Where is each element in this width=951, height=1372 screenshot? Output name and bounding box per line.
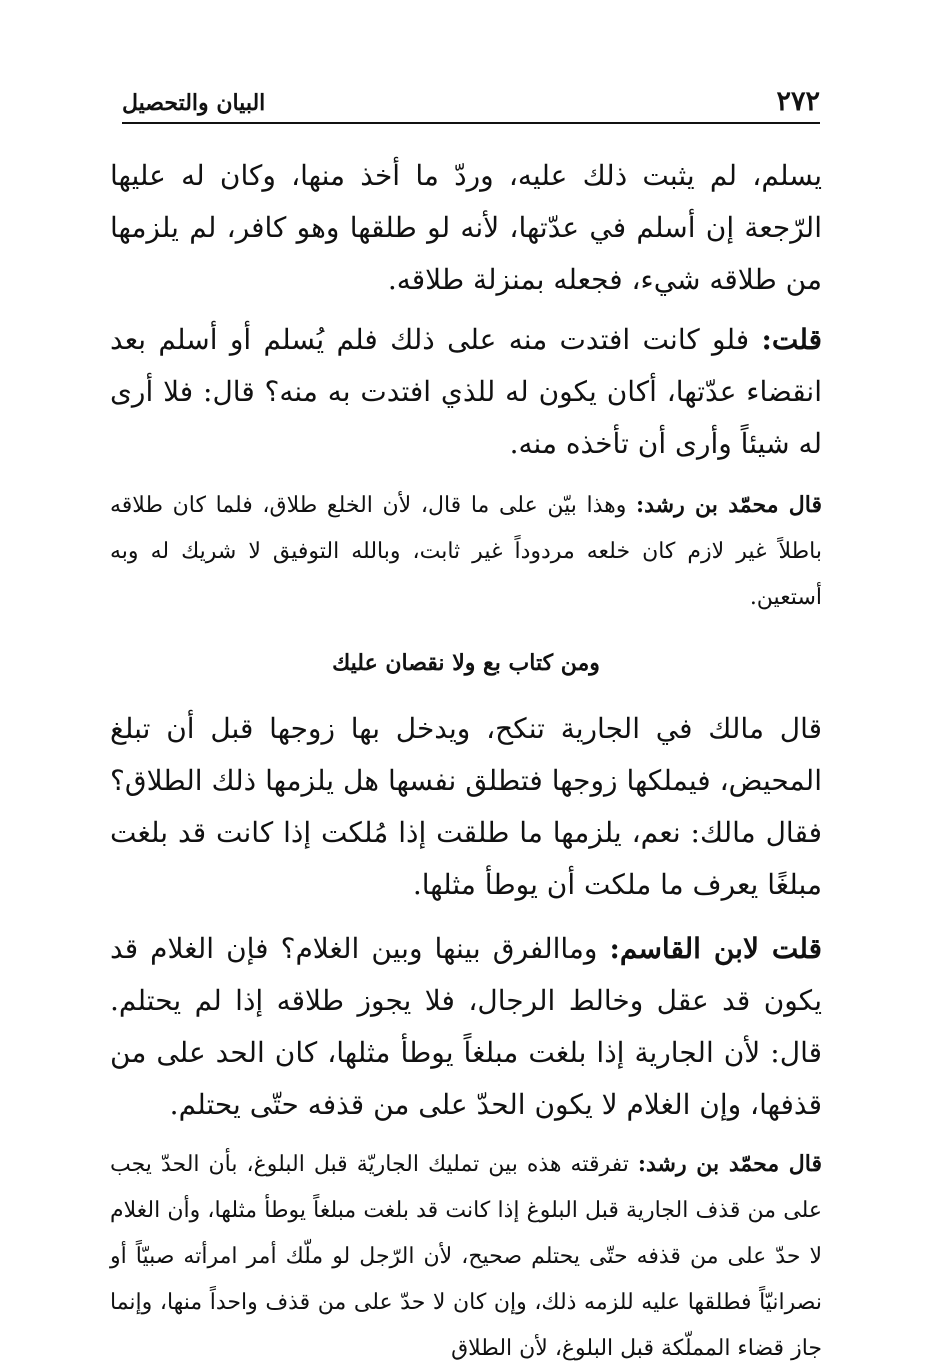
paragraph-2 bbox=[110, 314, 822, 470]
commentary-2-text: تفرقته هذه بين تمليك الجاريّة قبل البلوغ، بأن الحدّ يجب على من قذف الجارية قبل البلوغ إذا كانت قد بلغت مبلغاً يوطأ مثلها، وأن الغلام لا حدّ على من قذفه حتّى يحتلم صحيح، لأن الرّجل لو ملّك أمر امرأته صبيّاً أو نصرانيّاً فطلقها عليه للزمه ذلك، وإن كان لا حدّ على من قذف واحداً منها، وإنما جاز قضاء المملّكة قبل البلوغ، لأن الطلاق bbox=[110, 1152, 822, 1361]
paragraph-2-lead: قلت: bbox=[761, 323, 822, 356]
paragraph-4-text: وماالفرق بينها وبين الغلام؟ فإن الغلام قد يكون قد عقل وخالط الرجال، فلا يجوز طلاقه إذا لم يحتلم. قال: لأن الجارية إذا بلغت مبلغاً يوطأ مثلها، كان الحد على من قذفها، وإن الغلام لا يكون الحدّ على من قذفه حتّى يحتلم. bbox=[110, 932, 822, 1121]
commentary-1 bbox=[110, 482, 822, 621]
commentary-1-lead: قال محمّد بن رشد: bbox=[636, 492, 822, 518]
running-title: البيان والتحصيل bbox=[122, 90, 266, 116]
commentary-2 bbox=[110, 1141, 822, 1372]
commentary-1-text: وهذا بيّن على ما قال، لأن الخلع طلاق، فلما كان طلاقه باطلاً غير لازم كان خلعه مردوداً غير ثابت، وبالله التوفيق لا شريك له وبه أستعين. bbox=[110, 493, 822, 610]
page-body bbox=[110, 150, 822, 1372]
paragraph-1: يسلم، لم يثبت ذلك عليه، وردّ ما أخذ منها، وكان له عليها الرّجعة إن أسلم في عدّتها، لأنه لو طلقها وهو كافر، لم يلزمها من طلاقه شيء، فجعله بمنزلة طلاقه. bbox=[110, 159, 822, 296]
paragraph-2-text: فلو كانت افتدت منه على ذلك فلم يُسلم أو أسلم بعد انقضاء عدّتها، أكان يكون له للذي افتدت به منه؟ قال: فلا أرى له شيئاً وأرى أن تأخذه منه. bbox=[110, 323, 822, 460]
section-heading: ومن كتاب بع ولا نقصان عليك bbox=[332, 650, 600, 676]
paragraph-4 bbox=[110, 923, 822, 1131]
page-header bbox=[122, 84, 820, 124]
paragraph-3: قال مالك في الجارية تنكح، ويدخل بها زوجها قبل أن تبلغ المحيض، فيملكها زوجها فتطلق نفسها هل يلزمها ذلك الطلاق؟ فقال مالك: نعم، يلزمها ما طلقت إذا مُلكت إذا كانت قد بلغت مبلغًا يعرف ما ملكت أن يوطأ مثلها. bbox=[110, 712, 822, 901]
paragraph-4-lead: قلت لابن القاسم: bbox=[609, 932, 822, 965]
page-number: ٢٧٢ bbox=[776, 86, 820, 117]
commentary-2-lead: قال محمّد بن رشد: bbox=[637, 1151, 822, 1177]
